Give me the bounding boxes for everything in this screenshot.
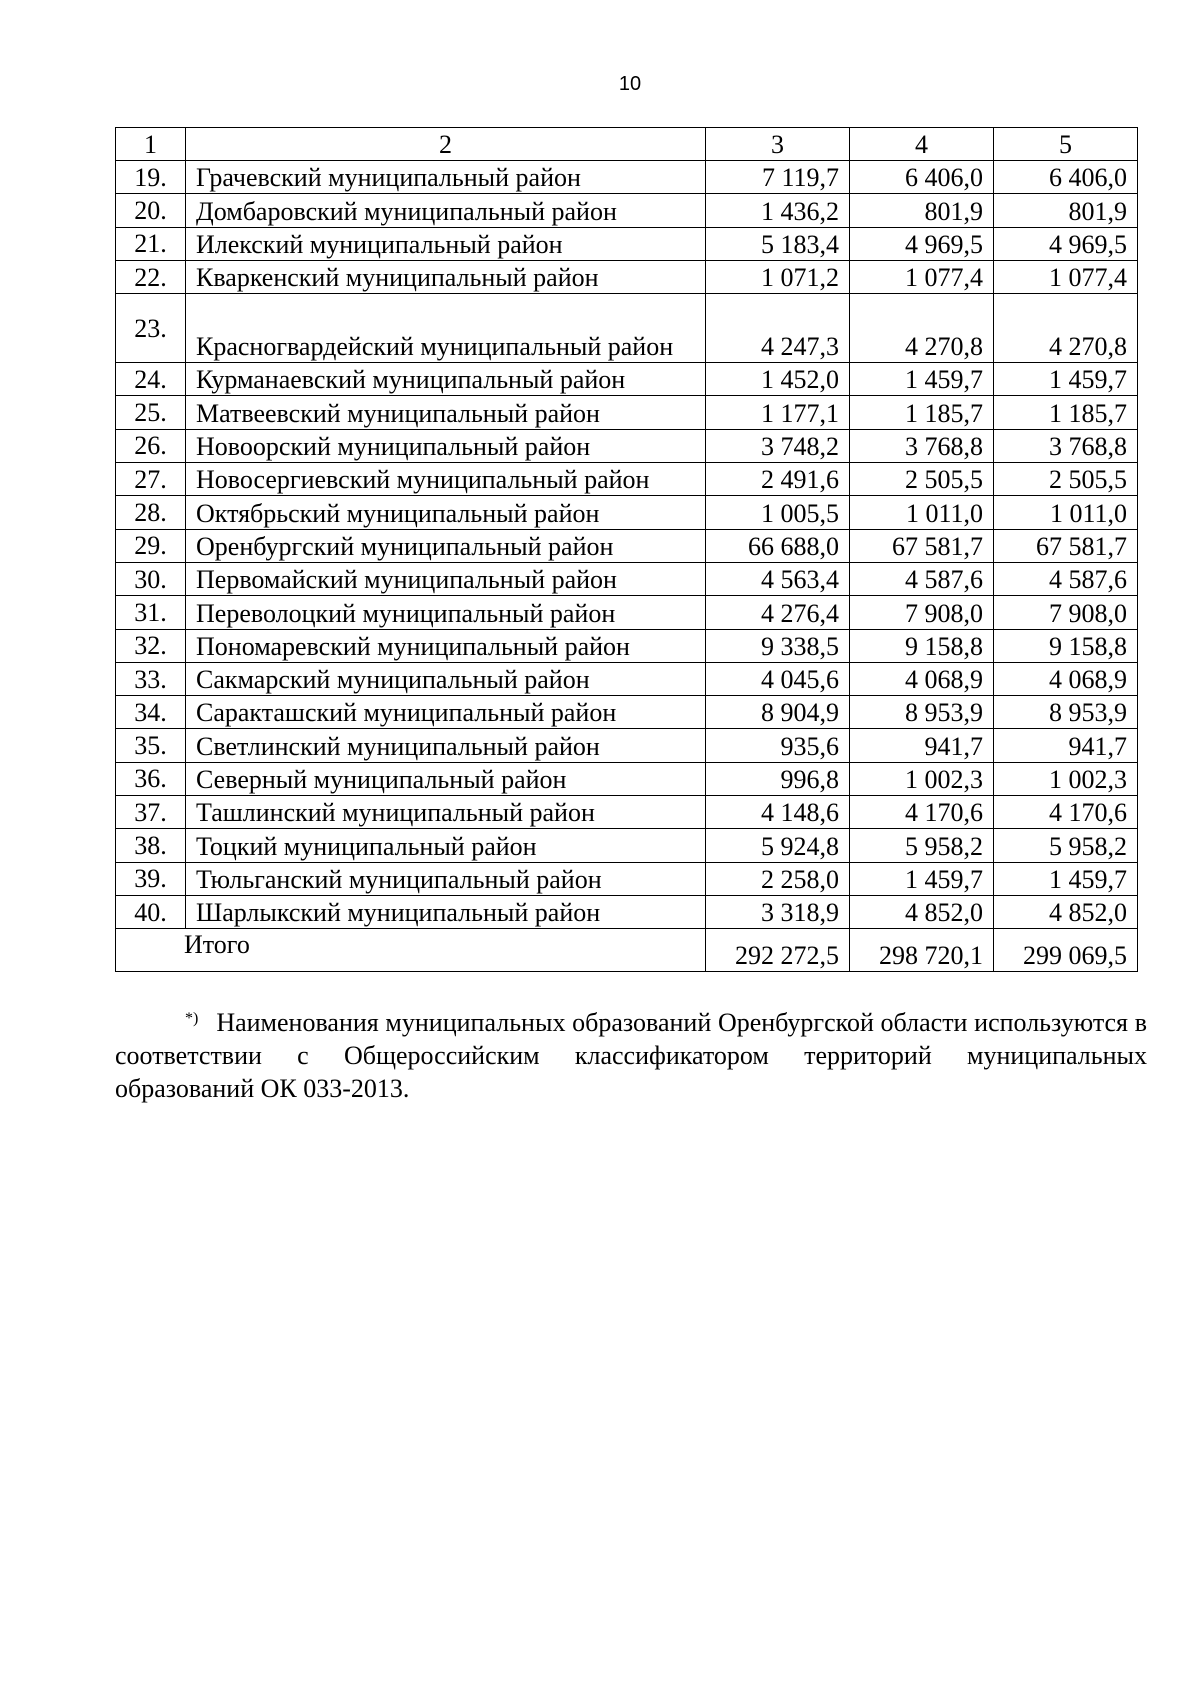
data-table <box>115 127 1138 972</box>
column-5-value-cell: 801,9 <box>994 194 1138 227</box>
table-row <box>116 496 1138 529</box>
header-cell-2: 2 <box>186 128 706 161</box>
column-5-value-cell: 4 170,6 <box>994 796 1138 829</box>
column-5-value-cell: 1 077,4 <box>994 260 1138 293</box>
footnote-text: Наименования муниципальных образований Оренбургской области используются в соответствии с Общероссийским классификатором территорий муниципальных образований ОК 033-2013. <box>115 1008 1147 1103</box>
row-number-cell: 35. <box>116 729 186 762</box>
column-5-value-cell: 1 459,7 <box>994 363 1138 396</box>
column-4-value-cell: 5 958,2 <box>850 829 994 862</box>
column-4-value-cell: 801,9 <box>850 194 994 227</box>
footnote <box>115 1006 1147 1105</box>
row-number-cell: 28. <box>116 496 186 529</box>
municipality-name-cell: Оренбургский муниципальный район <box>186 529 706 562</box>
column-3-value-cell: 4 563,4 <box>706 562 850 595</box>
municipality-name-cell: Новосергиевский муниципальный район <box>186 463 706 496</box>
column-4-value-cell: 67 581,7 <box>850 529 994 562</box>
column-3-value-cell: 66 688,0 <box>706 529 850 562</box>
column-4-value-cell: 4 587,6 <box>850 562 994 595</box>
row-number-cell: 21. <box>116 227 186 260</box>
table-body <box>116 128 1138 972</box>
table-row <box>116 294 1138 363</box>
municipality-name-cell: Шарлыкский муниципальный район <box>186 895 706 928</box>
row-number-cell: 26. <box>116 429 186 462</box>
column-3-value-cell: 2 491,6 <box>706 463 850 496</box>
table-row <box>116 729 1138 762</box>
column-4-value-cell: 1 011,0 <box>850 496 994 529</box>
municipality-name-cell: Домбаровский муниципальный район <box>186 194 706 227</box>
column-3-value-cell: 4 045,6 <box>706 662 850 695</box>
page-number: 10 <box>618 73 642 95</box>
column-3-value-cell: 5 924,8 <box>706 829 850 862</box>
row-number-cell: 19. <box>116 161 186 194</box>
row-number-cell: 33. <box>116 662 186 695</box>
footnote-marker: *) <box>185 1010 199 1027</box>
column-5-value-cell: 3 768,8 <box>994 429 1138 462</box>
table-row <box>116 829 1138 862</box>
table-header-row <box>116 128 1138 161</box>
table-row <box>116 562 1138 595</box>
table-row <box>116 862 1138 895</box>
table-row <box>116 895 1138 928</box>
row-number-cell: 27. <box>116 463 186 496</box>
municipality-name-cell: Грачевский муниципальный район <box>186 161 706 194</box>
column-5-value-cell: 4 852,0 <box>994 895 1138 928</box>
municipality-name-cell: Илекский муниципальный район <box>186 227 706 260</box>
column-5-value-cell: 4 270,8 <box>994 294 1138 363</box>
column-4-value-cell: 941,7 <box>850 729 994 762</box>
column-3-value-cell: 7 119,7 <box>706 161 850 194</box>
row-number-cell: 22. <box>116 260 186 293</box>
column-4-value-cell: 4 068,9 <box>850 662 994 695</box>
municipality-name-cell: Первомайский муниципальный район <box>186 562 706 595</box>
column-3-value-cell: 3 318,9 <box>706 895 850 928</box>
row-number-cell: 39. <box>116 862 186 895</box>
table-row <box>116 161 1138 194</box>
column-3-value-cell: 2 258,0 <box>706 862 850 895</box>
municipality-name-cell: Пономаревский муниципальный район <box>186 629 706 662</box>
column-3-value-cell: 4 247,3 <box>706 294 850 363</box>
row-number-cell: 23. <box>116 294 186 363</box>
column-5-value-cell: 1 185,7 <box>994 396 1138 429</box>
header-cell-1: 1 <box>116 128 186 161</box>
total-column-5-cell: 299 069,5 <box>994 929 1138 972</box>
table-row <box>116 696 1138 729</box>
column-5-value-cell: 1 002,3 <box>994 762 1138 795</box>
municipality-name-cell: Новоорский муниципальный район <box>186 429 706 462</box>
row-number-cell: 40. <box>116 895 186 928</box>
municipality-name-cell: Кваркенский муниципальный район <box>186 260 706 293</box>
total-label-cell: Итого <box>116 929 706 972</box>
column-3-value-cell: 1 071,2 <box>706 260 850 293</box>
table-row <box>116 796 1138 829</box>
table-row <box>116 363 1138 396</box>
column-3-value-cell: 1 436,2 <box>706 194 850 227</box>
column-3-value-cell: 8 904,9 <box>706 696 850 729</box>
column-4-value-cell: 1 459,7 <box>850 862 994 895</box>
column-4-value-cell: 1 459,7 <box>850 363 994 396</box>
row-number-cell: 34. <box>116 696 186 729</box>
column-5-value-cell: 941,7 <box>994 729 1138 762</box>
table-row <box>116 194 1138 227</box>
municipality-name-cell: Северный муниципальный район <box>186 762 706 795</box>
row-number-cell: 36. <box>116 762 186 795</box>
municipality-name-cell: Тюльганский муниципальный район <box>186 862 706 895</box>
municipality-name-cell: Курманаевский муниципальный район <box>186 363 706 396</box>
column-4-value-cell: 9 158,8 <box>850 629 994 662</box>
column-5-value-cell: 67 581,7 <box>994 529 1138 562</box>
row-number-cell: 25. <box>116 396 186 429</box>
table-row <box>116 596 1138 629</box>
column-4-value-cell: 8 953,9 <box>850 696 994 729</box>
table-row <box>116 396 1138 429</box>
column-4-value-cell: 4 270,8 <box>850 294 994 363</box>
row-number-cell: 24. <box>116 363 186 396</box>
column-4-value-cell: 4 170,6 <box>850 796 994 829</box>
column-4-value-cell: 4 852,0 <box>850 895 994 928</box>
header-cell-4: 4 <box>850 128 994 161</box>
municipality-name-cell: Саракташский муниципальный район <box>186 696 706 729</box>
column-3-value-cell: 996,8 <box>706 762 850 795</box>
table-row <box>116 762 1138 795</box>
row-number-cell: 29. <box>116 529 186 562</box>
table-row <box>116 227 1138 260</box>
table-row <box>116 529 1138 562</box>
column-4-value-cell: 1 185,7 <box>850 396 994 429</box>
column-5-value-cell: 4 587,6 <box>994 562 1138 595</box>
municipality-name-cell: Ташлинский муниципальный район <box>186 796 706 829</box>
row-number-cell: 31. <box>116 596 186 629</box>
column-4-value-cell: 2 505,5 <box>850 463 994 496</box>
column-4-value-cell: 6 406,0 <box>850 161 994 194</box>
column-4-value-cell: 4 969,5 <box>850 227 994 260</box>
column-5-value-cell: 8 953,9 <box>994 696 1138 729</box>
column-5-value-cell: 7 908,0 <box>994 596 1138 629</box>
row-number-cell: 20. <box>116 194 186 227</box>
row-number-cell: 32. <box>116 629 186 662</box>
column-5-value-cell: 4 068,9 <box>994 662 1138 695</box>
row-number-cell: 37. <box>116 796 186 829</box>
column-4-value-cell: 1 077,4 <box>850 260 994 293</box>
municipality-name-cell: Октябрьский муниципальный район <box>186 496 706 529</box>
municipality-name-cell: Переволоцкий муниципальный район <box>186 596 706 629</box>
total-column-4-cell: 298 720,1 <box>850 929 994 972</box>
column-5-value-cell: 6 406,0 <box>994 161 1138 194</box>
table-row <box>116 463 1138 496</box>
table-row <box>116 260 1138 293</box>
column-5-value-cell: 1 011,0 <box>994 496 1138 529</box>
column-5-value-cell: 4 969,5 <box>994 227 1138 260</box>
column-3-value-cell: 9 338,5 <box>706 629 850 662</box>
municipality-name-cell: Тоцкий муниципальный район <box>186 829 706 862</box>
header-cell-5: 5 <box>994 128 1138 161</box>
table-row <box>116 429 1138 462</box>
row-number-cell: 38. <box>116 829 186 862</box>
column-5-value-cell: 9 158,8 <box>994 629 1138 662</box>
column-3-value-cell: 1 452,0 <box>706 363 850 396</box>
column-3-value-cell: 3 748,2 <box>706 429 850 462</box>
column-4-value-cell: 3 768,8 <box>850 429 994 462</box>
row-number-cell: 30. <box>116 562 186 595</box>
column-3-value-cell: 4 148,6 <box>706 796 850 829</box>
column-4-value-cell: 1 002,3 <box>850 762 994 795</box>
column-5-value-cell: 2 505,5 <box>994 463 1138 496</box>
column-5-value-cell: 1 459,7 <box>994 862 1138 895</box>
header-cell-3: 3 <box>706 128 850 161</box>
municipality-name-cell: Сакмарский муниципальный район <box>186 662 706 695</box>
total-column-3-cell: 292 272,5 <box>706 929 850 972</box>
table-total-row <box>116 929 1138 972</box>
column-3-value-cell: 1 177,1 <box>706 396 850 429</box>
column-4-value-cell: 7 908,0 <box>850 596 994 629</box>
table-row <box>116 662 1138 695</box>
table-row <box>116 629 1138 662</box>
column-3-value-cell: 1 005,5 <box>706 496 850 529</box>
column-3-value-cell: 4 276,4 <box>706 596 850 629</box>
column-3-value-cell: 5 183,4 <box>706 227 850 260</box>
municipality-name-cell: Матвеевский муниципальный район <box>186 396 706 429</box>
column-3-value-cell: 935,6 <box>706 729 850 762</box>
municipality-name-cell: Красногвардейский муниципальный район <box>186 294 706 363</box>
column-5-value-cell: 5 958,2 <box>994 829 1138 862</box>
municipality-name-cell: Светлинский муниципальный район <box>186 729 706 762</box>
